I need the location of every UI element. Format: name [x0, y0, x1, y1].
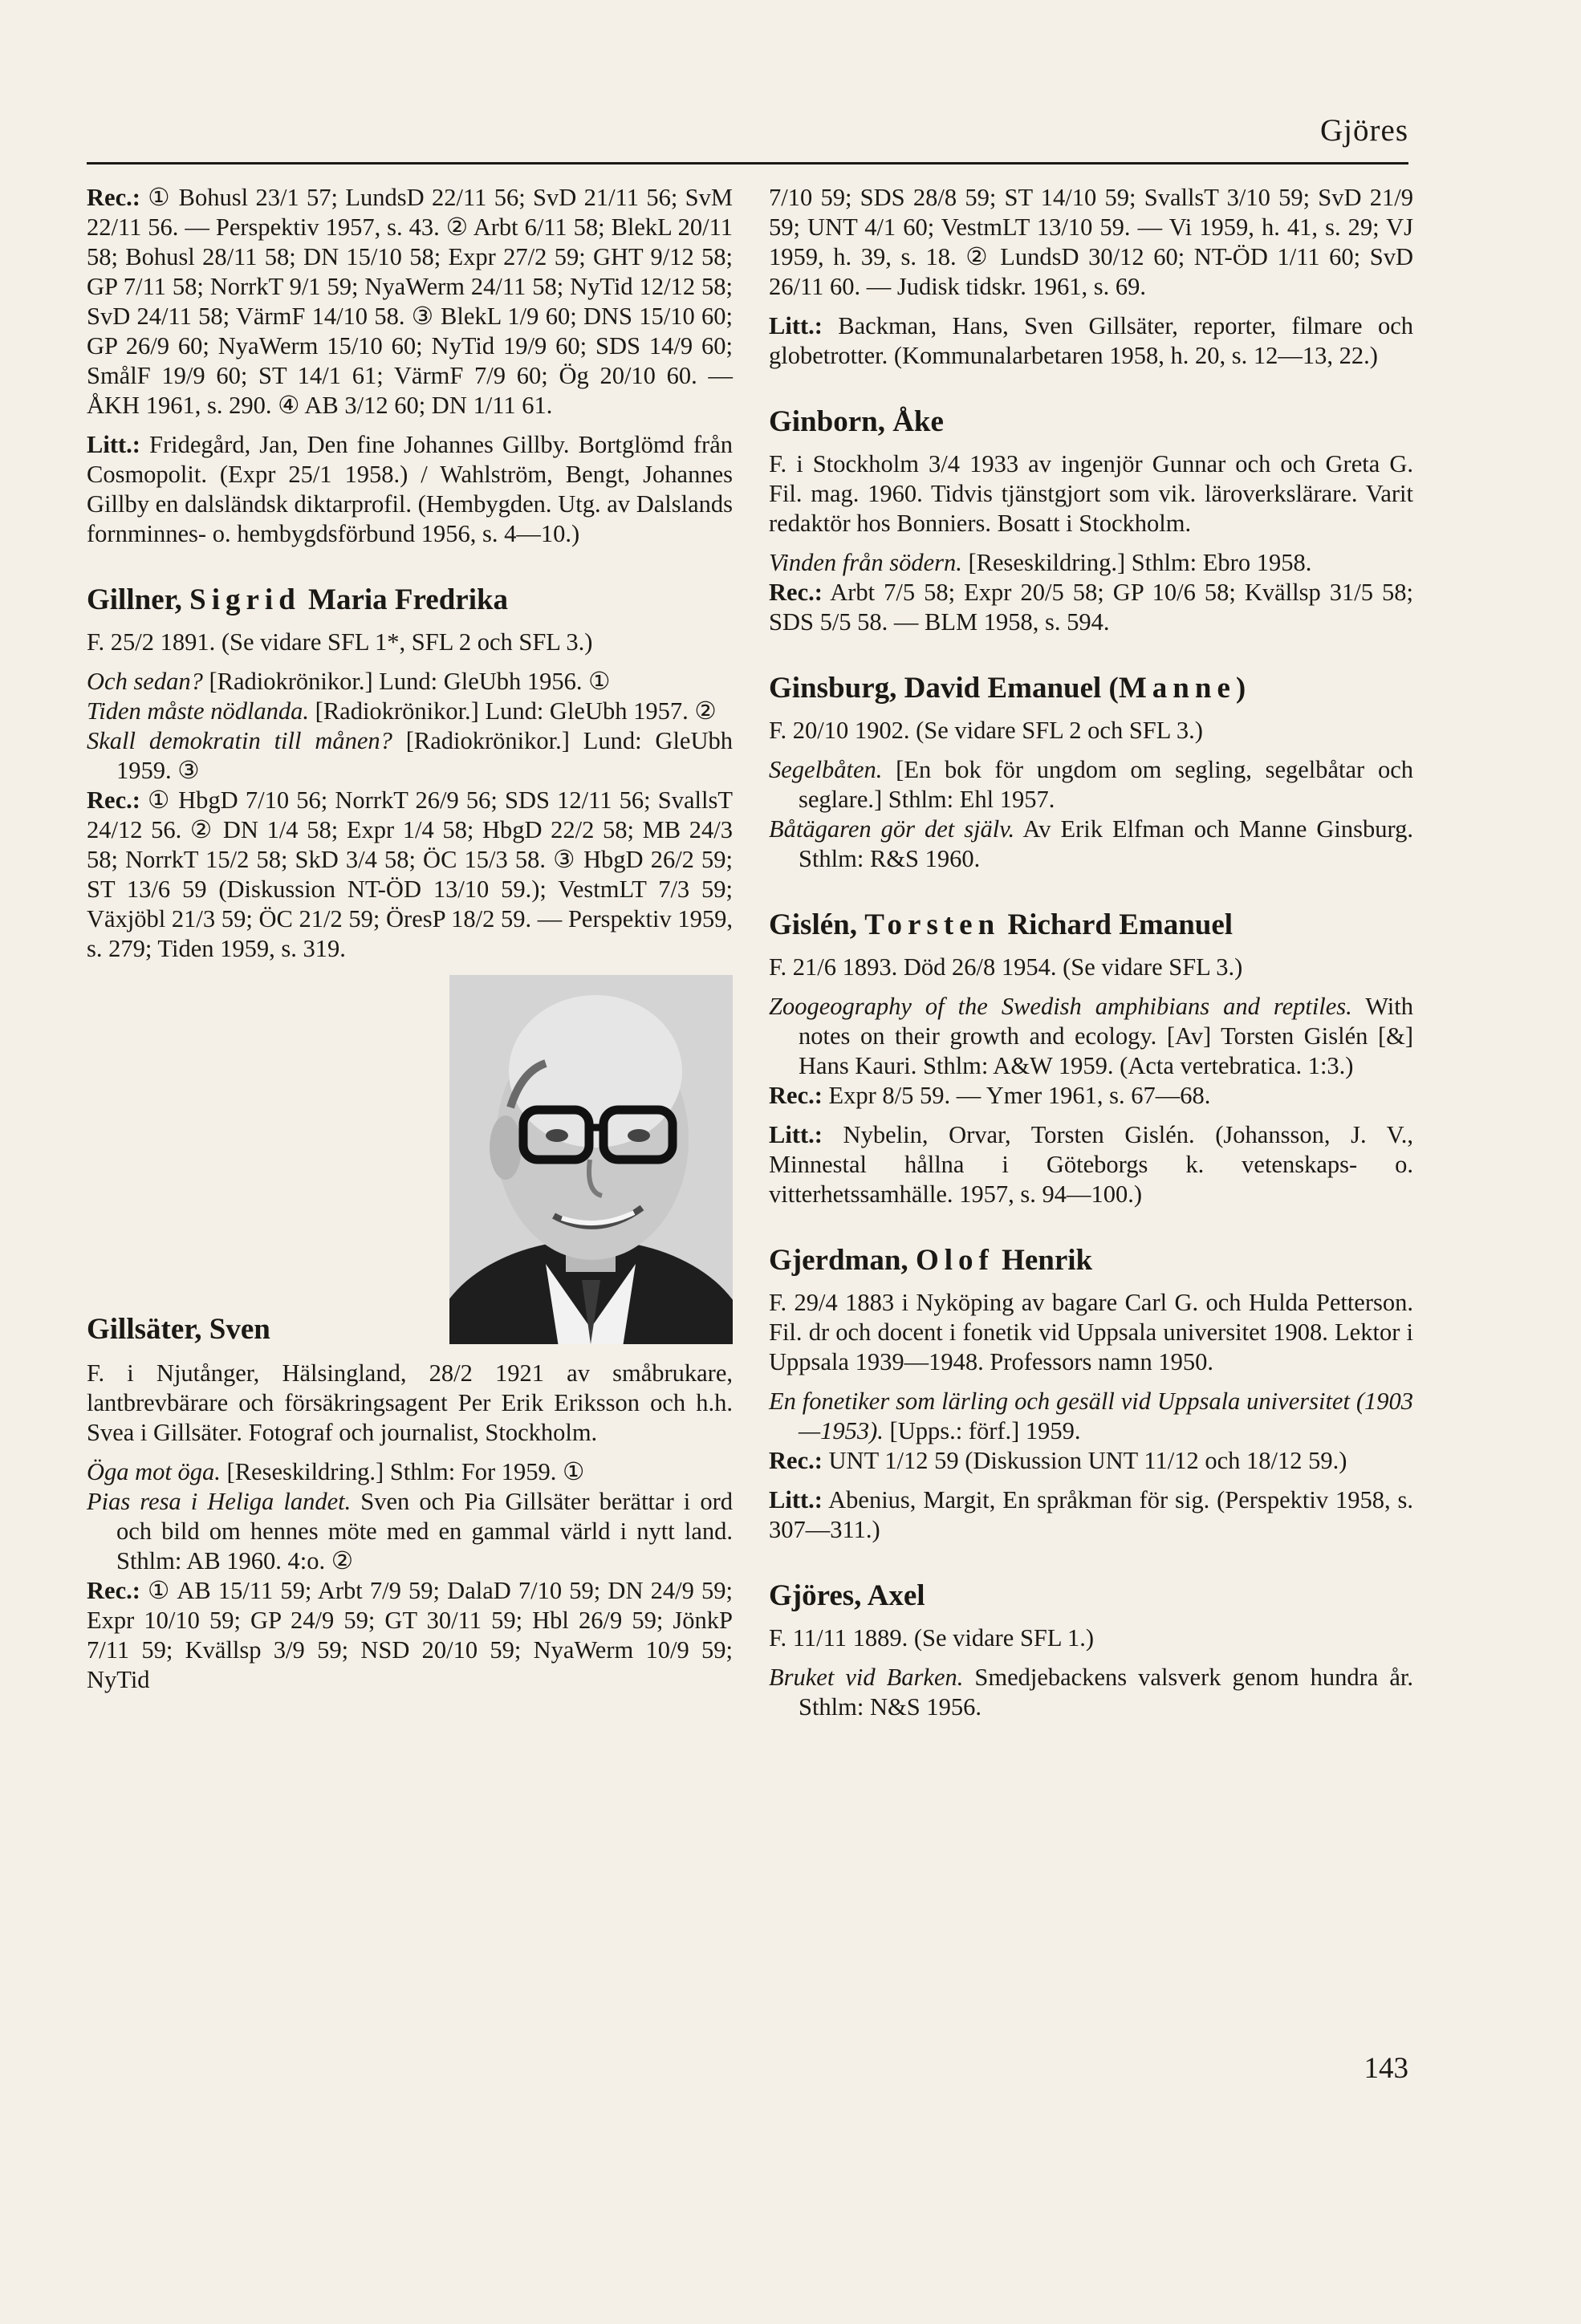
litt-label: Litt.:: [87, 431, 140, 458]
header-rule: [87, 162, 1408, 165]
gillsater-reviews: Rec.: ① AB 15/11 59; Arbt 7/9 59; DalaD 7/10 59; DN 24/9 59; Expr 10/10 59; GP 24/9 59; GT 30/11 59; Hbl 26/9 59; JönkP 7/11 59; Kvällsp 3/9 59; NSD 20/10 59; NyaWerm 10/9 59; NyTid: [87, 1577, 733, 1693]
gillner-bio: F. 25/2 1891. (Se vidare SFL 1*, SFL 2 och SFL 3.): [87, 628, 593, 656]
gillner-work: Tiden måste nödlanda. [Radiokrönikor.] Lund: GleUbh 1957. ②: [87, 697, 717, 725]
gjerdman-bio: F. 29/4 1883 i Nyköping av bagare Carl G. och Hulda Petterson. Fil. dr och docent i fonetik vid Uppsala universitet 1908. Lektor i Uppsala 1939—1948. Professors namn 1950.: [769, 1289, 1413, 1375]
entry-heading-gillner: Gillner, Sigrid Maria Fredrika: [87, 583, 509, 616]
ginborn-bio: F. i Stockholm 3/4 1933 av ingenjör Gunnar och och Greta G. Fil. mag. 1960. Tidvis tjänstgjort som vik. läroverkslärare. Varit redaktör hos Bonniers. Bosatt i Stockholm.: [769, 450, 1413, 537]
gillsater-reviews-continued: 7/10 59; SDS 28/8 59; ST 14/10 59; SvallsT 3/10 59; SvD 21/9 59; UNT 4/1 60; VestmLT 13/10 59. — Vi 1959, h. 41, s. 29; VJ 1959, h. 39, s. 18. ② LundsD 30/12 60; NT-ÖD 1/11 60; SvD 26/11 60. — Judisk tidskr. 1961, s. 69.: [769, 184, 1413, 300]
gillby-reviews: [87, 183, 733, 421]
page-number: 143: [1364, 2052, 1408, 2085]
gillner-work: Och sedan? [Radiokrönikor.] Lund: GleUbh 1956. ①: [87, 668, 611, 695]
gillner-reviews: Rec.: ① HbgD 7/10 56; NorrkT 26/9 56; SDS 12/11 56; SvallsT 24/12 56. ② DN 1/4 58; Expr 1/4 58; HbgD 22/2 58; MB 24/3 58; NorrkT 15/2 58; SkD 3/4 58; ÖC 15/3 58. ③ HbgD 26/2 59; ST 13/6 59 (Diskussion NT-ÖD 13/10 59.); VestmLT 7/3 59; Växjöbl 21/3 59; ÖC 21/2 59; ÖresP 18/2 59. — Perspektiv 1959, s. 279; Tiden 1959, s. 319.: [87, 786, 733, 962]
ginborn-reviews: Rec.: Arbt 7/5 58; Expr 20/5 58; GP 10/6 58; Kvällsp 31/5 58; SDS 5/5 58. — BLM 1958, s. 594.: [769, 579, 1413, 636]
entry-heading-gjores: Gjöres, Axel: [769, 1579, 925, 1612]
rec-text: ① Bohusl 23/1 57; LundsD 22/11 56; SvD 21/11 56; SvM 22/11 56. — Perspektiv 1957, s. 43. ② Arbt 6/11 58; BlekL 20/11 58; Bohusl 28/11 58; DN 15/10 58; Expr 27/2 59; GHT 9/12 58; GP 7/11 58; NorrkT 9/1 59; NyaWerm 24/11 58; NyTid 12/12 58; SvD 24/11 58; VärmF 14/10 58. ③ BlekL 1/9 60; DNS 15/10 60; GP 26/9 60; NyaWerm 15/10 60; NyTid 19/9 60; SDS 14/9 60; SmålF 19/9 60; ST 14/1 61; VärmF 7/9 60; Ög 20/10 60. — ÅKH 1961, s. 290. ④ AB 3/12 60; DN 1/11 61.: [87, 184, 733, 419]
gillby-literature: [87, 430, 733, 549]
entry-heading-ginsburg: Ginsburg, David Emanuel (Manne): [769, 672, 1246, 705]
entry-heading-gislen: Gislén, Torsten Richard Emanuel: [769, 908, 1234, 941]
gillsater-work: Öga mot öga. [Reseskildring.] Sthlm: For 1959. ①: [87, 1458, 585, 1485]
right-column: [769, 183, 1413, 1722]
ginsburg-bio: F. 20/10 1902. (Se vidare SFL 2 och SFL 3.): [769, 717, 1203, 744]
ginborn-work: Vinden från södern. [Reseskildring.] Sthlm: Ebro 1958.: [769, 549, 1312, 576]
gislen-literature: Litt.: Nybelin, Orvar, Torsten Gislén. (Johansson, J. V., Minnestal hållna i Göteborgs k. vetenskaps- o. vitterhetssamhälle. 1957, s. 94—100.): [769, 1121, 1413, 1208]
litt-text: Fridegård, Jan, Den fine Johannes Gillby. Bortglömd från Cosmopolit. (Expr 25/1 1958.) / Wahlström, Bengt, Johannes Gillby en dalsländsk diktarprofil. (Hembygden. Utg. av Dalslands fornminnes- o. hembygdsförbund 1956, s. 4—10.): [87, 431, 733, 547]
gjerdman-work: En fonetiker som lärling och gesäll vid Uppsala universitet (1903—1953). [Upps.: förf.] 1959.: [769, 1387, 1413, 1444]
gillsater-literature: Litt.: Backman, Hans, Sven Gillsäter, reporter, filmare och globetrotter. (Kommunalarbetaren 1958, h. 20, s. 12—13, 22.): [769, 312, 1413, 369]
running-head: Gjöres: [1320, 113, 1408, 148]
ginsburg-work: Segelbåten. [En bok för ungdom om segling, segelbåtar och seglare.] Sthlm: Ehl 1957.: [769, 756, 1413, 813]
gislen-reviews: Rec.: Expr 8/5 59. — Ymer 1961, s. 67—68.: [769, 1082, 1211, 1109]
entry-heading-gjerdman: Gjerdman, Olof Henrik: [769, 1244, 1093, 1277]
photo-block: [87, 975, 733, 1344]
gjores-bio: F. 11/11 1889. (Se vidare SFL 1.): [769, 1624, 1095, 1652]
gjores-work: Bruket vid Barken. Smedjebackens valsverk genom hundra år. Sthlm: N&S 1956.: [769, 1664, 1413, 1721]
gjerdman-literature: Litt.: Abenius, Margit, En språkman för sig. (Perspektiv 1958, s. 307—311.): [769, 1486, 1413, 1543]
gillner-work: Skall demokratin till månen? [Radiokrönikor.] Lund: GleUbh 1959. ③: [87, 727, 733, 784]
entry-heading-ginborn: Ginborn, Åke: [769, 405, 944, 438]
rec-label: Rec.:: [87, 184, 140, 211]
ginsburg-work: Båtägaren gör det själv. Av Erik Elfman och Manne Ginsburg. Sthlm: R&S 1960.: [769, 815, 1413, 872]
portrait-photo: [449, 975, 733, 1344]
portrait-image: [449, 975, 733, 1344]
entry-heading-gillsater: Gillsäter, Sven: [87, 1313, 270, 1346]
gillsater-work: Pias resa i Heliga landet. Sven och Pia Gillsäter berättar i ord och bild om hennes möte med en gammal värld i nytt land. Sthlm: AB 1960. 4:o. ②: [87, 1488, 733, 1574]
gislen-bio: F. 21/6 1893. Död 26/8 1954. (Se vidare SFL 3.): [769, 953, 1243, 981]
gjerdman-reviews: Rec.: UNT 1/12 59 (Diskussion UNT 11/12 och 18/12 59.): [769, 1447, 1347, 1474]
left-column: [87, 183, 733, 1695]
gillsater-bio: F. i Njutånger, Hälsingland, 28/2 1921 av småbrukare, lantbrevbärare och försäkringsagent Per Erik Eriksson och h.h. Svea i Gillsäter. Fotograf och journalist, Stockholm.: [87, 1359, 733, 1446]
gislen-work: Zoogeography of the Swedish amphibians and reptiles. With notes on their growth and ecology. [Av] Torsten Gislén [&] Hans Kauri. Sthlm: A&W 1959. (Acta vertebratica. 1:3.): [769, 993, 1414, 1079]
